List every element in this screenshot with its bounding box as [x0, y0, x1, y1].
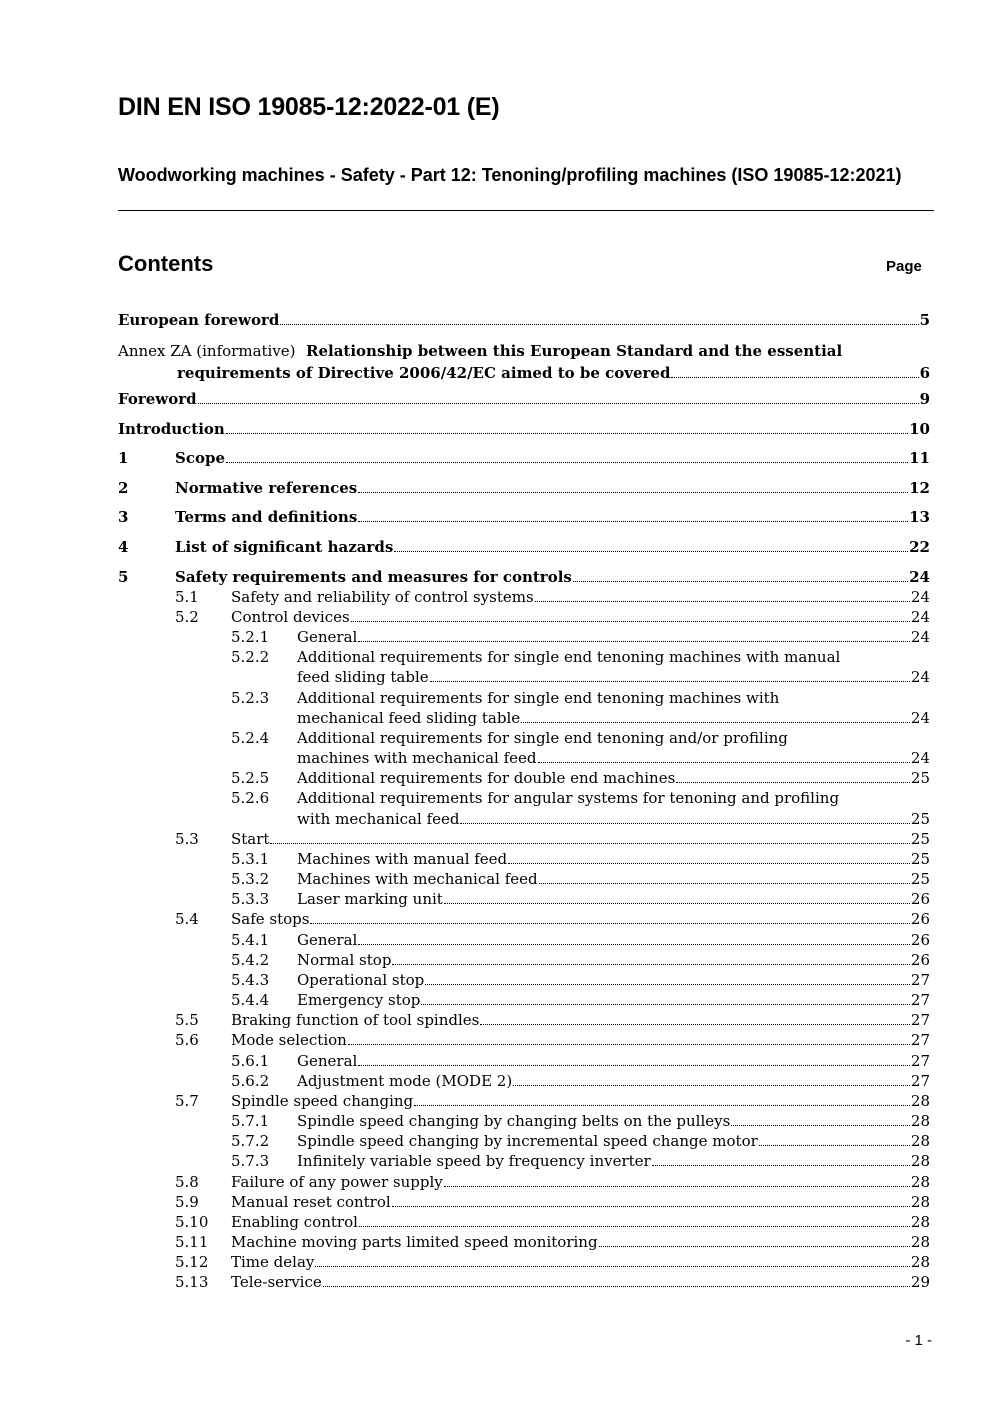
dot-leader	[425, 984, 910, 985]
toc-entry-line	[231, 1273, 930, 1291]
toc-entry-text: General	[297, 628, 358, 646]
toc-page-number: 25	[910, 870, 930, 888]
toc-entry-text: Spindle speed changing by incremental speed change motor	[297, 1132, 758, 1150]
toc-entry-line	[297, 1152, 930, 1170]
dot-leader	[358, 492, 908, 493]
toc-entry-line	[297, 749, 930, 767]
toc-page-number: 27	[910, 971, 930, 989]
dot-leader	[513, 1085, 910, 1086]
toc-entry-line	[297, 769, 930, 787]
toc-entry-line	[231, 1213, 930, 1231]
toc-entry-text: Laser marking unit	[297, 890, 443, 908]
toc-section-number: 5.4.4	[231, 991, 270, 1009]
dot-leader	[198, 403, 919, 404]
dot-leader	[599, 1246, 910, 1247]
toc-entry-text: feed sliding table	[297, 668, 429, 686]
toc-entry-line	[297, 1072, 930, 1090]
toc-entry-line	[175, 449, 930, 467]
toc-page-number: 28	[910, 1092, 930, 1110]
dot-leader	[444, 903, 910, 904]
toc-entry-line	[231, 588, 930, 606]
dot-leader	[508, 863, 910, 864]
toc-page-number: 10	[909, 420, 930, 438]
toc-entry-line	[297, 991, 930, 1009]
page-column-heading: Page	[886, 258, 922, 275]
dot-leader	[351, 621, 910, 622]
toc-entry-text: Time delay	[231, 1253, 315, 1271]
toc-page-number: 28	[910, 1233, 930, 1251]
annex-prefix: Annex ZA (informative)	[118, 342, 296, 360]
toc-entry-text: Adjustment mode (MODE 2)	[297, 1072, 513, 1090]
toc-entry-line	[297, 850, 930, 868]
toc-section-number: 5.13	[175, 1273, 209, 1291]
dot-leader	[676, 782, 910, 783]
toc-section-number: 5.2.4	[231, 729, 270, 747]
toc-section-number: 5.4.3	[231, 971, 270, 989]
toc-entry-text: Normative references	[175, 479, 358, 497]
toc-page-number: 28	[910, 1173, 930, 1191]
toc-entry-text: European foreword	[118, 311, 280, 329]
toc-entry-line-1	[118, 342, 842, 360]
toc-entry-text: Start	[231, 830, 270, 848]
toc-page-number: 24	[910, 749, 930, 767]
toc-page-number: 24	[910, 608, 930, 626]
toc-entry-line	[175, 538, 930, 556]
toc-section-number: 5.3.2	[231, 870, 270, 888]
toc-section-number: 5.10	[175, 1213, 209, 1231]
annex-title-line-1: Relationship between this European Standard and the essential	[306, 342, 843, 360]
toc-entry-text: Spindle speed changing	[231, 1092, 414, 1110]
toc-entry-line	[297, 951, 930, 969]
toc-entry-text: Machines with manual feed	[297, 850, 508, 868]
toc-entry-text: Terms and definitions	[175, 508, 358, 526]
toc-entry-line	[297, 810, 930, 828]
toc-page-number: 13	[909, 508, 930, 526]
toc-section-number: 5.2.1	[231, 628, 270, 646]
dot-leader	[759, 1145, 910, 1146]
dot-leader	[521, 722, 910, 723]
toc-page-number: 28	[910, 1112, 930, 1130]
toc-page-number: 29	[910, 1273, 930, 1291]
toc-page-number: 28	[910, 1152, 930, 1170]
toc-entry-line-1: Additional requirements for angular systems for tenoning and profiling	[297, 789, 840, 807]
toc-entry-line	[175, 508, 930, 526]
toc-entry-text: Introduction	[118, 420, 225, 438]
toc-section-number: 2	[118, 479, 129, 497]
toc-entry-line	[231, 1193, 930, 1211]
toc-page-number: 24	[910, 668, 930, 686]
toc-entry-text: Additional requirements for double end machines	[297, 769, 676, 787]
toc-section-number: 5.6.2	[231, 1072, 270, 1090]
toc-entry-line	[177, 364, 930, 382]
toc-section-number: 5.7.2	[231, 1132, 270, 1150]
dot-leader	[444, 1186, 910, 1187]
toc-section-number: 5.9	[175, 1193, 199, 1211]
toc-section-number: 5.2.2	[231, 648, 270, 666]
toc-entry-text: Enabling control	[231, 1213, 358, 1231]
toc-page-number: 28	[910, 1213, 930, 1231]
dot-leader	[539, 883, 910, 884]
toc-entry-line	[231, 1253, 930, 1271]
dot-leader	[652, 1165, 910, 1166]
toc-entry-line	[231, 608, 930, 626]
document-id: DIN EN ISO 19085-12:2022-01 (E)	[118, 93, 500, 121]
toc-entry-text: List of significant hazards	[175, 538, 394, 556]
toc-entry-line	[175, 568, 930, 586]
toc-page-number: 5	[919, 311, 930, 329]
document-title: Woodworking machines - Safety - Part 12: Tenoning/profiling machines (ISO 19085-12:2021)	[118, 165, 902, 185]
toc-entry-line	[231, 1031, 930, 1049]
toc-section-number: 5.5	[175, 1011, 199, 1029]
toc-entry-line	[231, 1011, 930, 1029]
dot-leader	[270, 843, 909, 844]
toc-entry-line	[231, 1092, 930, 1110]
dot-leader	[359, 1226, 910, 1227]
toc-section-number: 5.6.1	[231, 1052, 270, 1070]
toc-entry-text: Machines with mechanical feed	[297, 870, 538, 888]
toc-page-number: 24	[910, 588, 930, 606]
toc-entry-text: Safety and reliability of control systems	[231, 588, 534, 606]
dot-leader	[358, 1065, 910, 1066]
toc-entry-line	[297, 870, 930, 888]
dot-leader	[358, 521, 908, 522]
toc-entry-line	[118, 311, 930, 329]
toc-entry-line-1: Additional requirements for single end tenoning machines with manual	[297, 648, 841, 666]
dot-leader	[358, 944, 910, 945]
toc-section-number: 5.2.5	[231, 769, 270, 787]
toc-entry-line	[297, 931, 930, 949]
dot-leader	[392, 964, 909, 965]
toc-entry-text: Control devices	[231, 608, 350, 626]
toc-page-number: 6	[919, 364, 930, 382]
toc-page-number: 24	[910, 709, 930, 727]
dot-leader	[348, 1044, 910, 1045]
toc-entry-line	[118, 390, 930, 408]
toc-page-number: 25	[910, 830, 930, 848]
toc-entry-text: with mechanical feed	[297, 810, 460, 828]
toc-entry-text: Mode selection	[231, 1031, 347, 1049]
toc-page-number: 24	[910, 628, 930, 646]
toc-page-number: 27	[910, 1052, 930, 1070]
toc-entry-text: Infinitely variable speed by frequency inverter	[297, 1152, 651, 1170]
toc-section-number: 5.2.6	[231, 789, 270, 807]
toc-entry-text: Spindle speed changing by changing belts on the pulleys	[297, 1112, 731, 1130]
toc-section-number: 5.3	[175, 830, 199, 848]
dot-leader	[671, 377, 918, 378]
toc-entry-text: Machine moving parts limited speed monitoring	[231, 1233, 598, 1251]
toc-page-number: 22	[909, 538, 930, 556]
toc-page-number: 27	[910, 1031, 930, 1049]
dot-leader	[394, 551, 908, 552]
toc-entry-line	[231, 1233, 930, 1251]
toc-section-number: 3	[118, 508, 129, 526]
toc-page-number: 25	[910, 810, 930, 828]
toc-entry-text: machines with mechanical feed	[297, 749, 537, 767]
toc-section-number: 5.7	[175, 1092, 199, 1110]
toc-entry-text: Safe stops	[231, 910, 310, 928]
toc-section-number: 5.2	[175, 608, 199, 626]
toc-page-number: 11	[909, 449, 930, 467]
toc-entry-line	[231, 1173, 930, 1191]
toc-section-number: 4	[118, 538, 129, 556]
toc-entry-text: Tele-service	[231, 1273, 322, 1291]
dot-leader	[538, 762, 910, 763]
toc-entry-text: General	[297, 931, 358, 949]
toc-entry-text: Emergency stop	[297, 991, 421, 1009]
toc-page-number: 26	[910, 910, 930, 928]
toc-entry-text: Normal stop	[297, 951, 392, 969]
dot-leader	[421, 1004, 910, 1005]
dot-leader	[358, 641, 910, 642]
toc-entry-line	[297, 628, 930, 646]
annex-title-line-2: requirements of Directive 2006/42/EC aimed to be covered	[177, 364, 671, 382]
toc-section-number: 5	[118, 568, 129, 586]
toc-page-number: 27	[910, 1072, 930, 1090]
toc-entry-line	[297, 890, 930, 908]
toc-entry-line-1: Additional requirements for single end tenoning and/or profiling	[297, 729, 788, 747]
toc-page-number: 24	[909, 568, 930, 586]
toc-entry-line	[297, 971, 930, 989]
toc-section-number: 5.3.1	[231, 850, 270, 868]
toc-entry-line	[231, 830, 930, 848]
toc-section-number: 5.7.1	[231, 1112, 270, 1130]
toc-section-number: 5.8	[175, 1173, 199, 1191]
toc-section-number: 5.11	[175, 1233, 209, 1251]
toc-page-number: 26	[910, 931, 930, 949]
toc-page-number: 25	[910, 850, 930, 868]
dot-leader	[323, 1286, 910, 1287]
toc-entry-line	[231, 910, 930, 928]
dot-leader	[280, 324, 918, 325]
dot-leader	[414, 1105, 910, 1106]
toc-page-number: 25	[910, 769, 930, 787]
toc-page-number: 9	[919, 390, 930, 408]
toc-page-number: 27	[910, 1011, 930, 1029]
toc-entry-text: Operational stop	[297, 971, 425, 989]
dot-leader	[731, 1125, 910, 1126]
toc-page-number: 28	[910, 1193, 930, 1211]
toc-entry-line	[297, 1112, 930, 1130]
toc-entry-line-1: Additional requirements for single end tenoning machines with	[297, 689, 780, 707]
dot-leader	[226, 462, 908, 463]
toc-page-number: 27	[910, 991, 930, 1009]
toc-entry-text: Safety requirements and measures for controls	[175, 568, 572, 586]
toc-page-number: 12	[909, 479, 930, 497]
toc-entry-text: Manual reset control	[231, 1193, 391, 1211]
toc-section-number: 5.2.3	[231, 689, 270, 707]
toc-entry-line	[297, 1052, 930, 1070]
toc-entry-text: Foreword	[118, 390, 197, 408]
toc-section-number: 5.7.3	[231, 1152, 270, 1170]
dot-leader	[315, 1266, 910, 1267]
page-number-footer: - 1 -	[905, 1332, 932, 1349]
dot-leader	[392, 1206, 910, 1207]
toc-section-number: 5.1	[175, 588, 199, 606]
toc-entry-text: mechanical feed sliding table	[297, 709, 521, 727]
toc-section-number: 5.6	[175, 1031, 199, 1049]
dot-leader	[310, 923, 909, 924]
contents-heading: Contents	[118, 251, 214, 276]
toc-section-number: 5.4.1	[231, 931, 270, 949]
toc-page-number: 26	[910, 890, 930, 908]
toc-entry-line	[297, 1132, 930, 1150]
toc-entry-text: Braking function of tool spindles	[231, 1011, 480, 1029]
toc-entry-text: Failure of any power supply	[231, 1173, 443, 1191]
dot-leader	[460, 823, 909, 824]
toc-page-number: 26	[910, 951, 930, 969]
toc-entry-line	[297, 709, 930, 727]
toc-section-number: 5.3.3	[231, 890, 270, 908]
toc-section-number: 5.4	[175, 910, 199, 928]
toc-page-number: 28	[910, 1253, 930, 1271]
toc-section-number: 1	[118, 449, 129, 467]
dot-leader	[430, 681, 910, 682]
dot-leader	[535, 601, 910, 602]
toc-entry-line	[118, 420, 930, 438]
toc-entry-line	[297, 668, 930, 686]
toc-entry-text: General	[297, 1052, 358, 1070]
toc-section-number: 5.4.2	[231, 951, 270, 969]
dot-leader	[480, 1024, 910, 1025]
toc-section-number: 5.12	[175, 1253, 209, 1271]
dot-leader	[573, 581, 908, 582]
dot-leader	[226, 433, 908, 434]
toc-page-number: 28	[910, 1132, 930, 1150]
toc-entry-line	[175, 479, 930, 497]
toc-entry-text: Scope	[175, 449, 226, 467]
